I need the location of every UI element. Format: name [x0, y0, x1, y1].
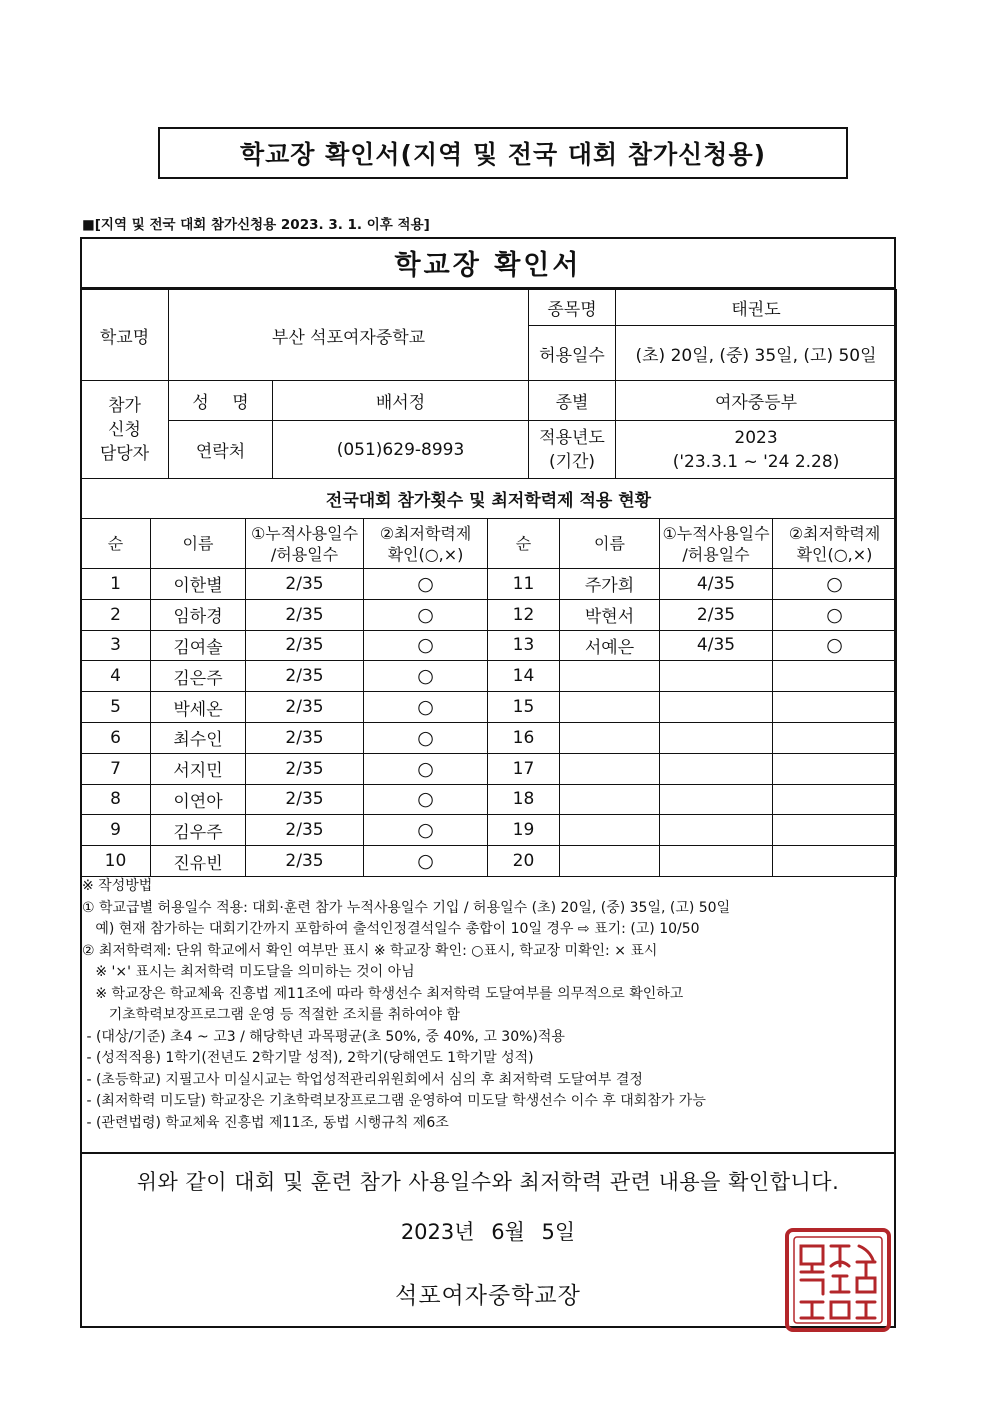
days-used: 2/35 [246, 722, 364, 753]
method-line: ② 최저학력제: 단위 학교에서 확인 여부만 표시 ※ 학교장 확인: ○표시, 학교장 미확인: × 표시 [82, 942, 658, 959]
days-used [660, 722, 773, 753]
year-label-line: (기간) [548, 451, 596, 472]
days-used [660, 661, 773, 692]
year-label [529, 421, 616, 479]
header-min-2 [773, 519, 897, 569]
min-academic: ○ [364, 630, 488, 661]
days-used: 2/35 [246, 630, 364, 661]
principal-name: 석포여자중학교장 [395, 1283, 581, 1309]
row-no: 17 [488, 753, 560, 784]
header-days-line: /허용일수 [270, 544, 339, 564]
applicability-note: ■[지역 및 전국 대회 참가신청용 2023. 3. 1. 이후 적용] [82, 217, 430, 233]
min-academic: ○ [364, 846, 488, 877]
days-used [660, 815, 773, 846]
form-heading: 학교장 확인서 [80, 237, 896, 289]
table-row [81, 661, 897, 692]
info-table [80, 289, 897, 519]
row-no: 4 [81, 661, 151, 692]
header-no: 순 [81, 519, 151, 569]
student-name: 서지민 [151, 753, 246, 784]
row-no: 11 [488, 569, 560, 600]
row-no: 3 [81, 630, 151, 661]
contact-label: 연락처 [169, 421, 273, 479]
days-used [660, 846, 773, 877]
min-academic: ○ [364, 815, 488, 846]
header-name-2: 이름 [560, 519, 660, 569]
method-line: 기초학력보장프로그램 운영 등 적절한 조치를 취하여야 함 [82, 1007, 460, 1023]
days-used: 2/35 [246, 569, 364, 600]
student-name [560, 753, 660, 784]
method-line: - (성적적용) 1학기(전년도 2학기말 성적), 2학기(당해연도 1학기말 성적) [82, 1050, 534, 1066]
student-name: 김여솔 [151, 630, 246, 661]
row-no: 19 [488, 815, 560, 846]
name-value: 배서정 [273, 381, 529, 421]
official-seal [783, 1226, 893, 1334]
student-name [560, 784, 660, 815]
year-value-line: 2023 [734, 427, 778, 448]
header-days-line: ①누적사용일수 [662, 523, 770, 543]
writing-method [82, 876, 894, 1134]
row-no: 8 [81, 784, 151, 815]
min-academic: ○ [364, 692, 488, 723]
row-no: 7 [81, 753, 151, 784]
row-no: 6 [81, 722, 151, 753]
year-value-line: ('23.3.1 ~ '24 2.28) [672, 451, 840, 472]
method-line: ① 학교급별 허용일수 적용: 대회·훈련 참가 누적사용일수 기입 / 허용일수 (초) 20일, (중) 35일, (고) 50일 [82, 899, 731, 916]
min-academic: ○ [364, 599, 488, 630]
issue-date: 2023년 6월 5일 [400, 1220, 576, 1244]
header-days [246, 519, 364, 569]
days-used: 2/35 [246, 784, 364, 815]
table-row [81, 753, 897, 784]
min-academic: ○ [364, 569, 488, 600]
method-line: - (최저학력 미도달) 학교장은 기초학력보장프로그램 운영하여 미도달 학생선수 이수 후 대회참가 가능 [82, 1093, 706, 1109]
header-days-line: /허용일수 [682, 544, 750, 564]
student-name: 김우주 [151, 815, 246, 846]
table-row [81, 599, 897, 630]
table-row [81, 815, 897, 846]
header-no-2: 순 [488, 519, 560, 569]
table-row [81, 630, 897, 661]
contact-value: (051)629-8993 [273, 421, 529, 479]
min-academic: ○ [773, 630, 897, 661]
student-name: 주가희 [560, 569, 660, 600]
year-value [616, 421, 897, 479]
days-used: 2/35 [246, 846, 364, 877]
min-academic [773, 784, 897, 815]
days-used: 2/35 [246, 815, 364, 846]
min-academic: ○ [773, 599, 897, 630]
days-used: 2/35 [246, 661, 364, 692]
row-no: 15 [488, 692, 560, 723]
header-min-line: 확인(○,×) [796, 544, 873, 564]
method-line: 예) 현재 참가하는 대회기간까지 포함하여 출석인정결석일수 총합이 10일 경우 ⇨ 표기: (고) 10/50 [82, 921, 700, 937]
header-min [364, 519, 488, 569]
days-used [660, 692, 773, 723]
applicant-label-line: 담당자 [99, 443, 150, 464]
student-name [560, 815, 660, 846]
event-label: 종목명 [529, 290, 616, 326]
document-title: 학교장 확인서(지역 및 전국 대회 참가신청용) [158, 127, 848, 179]
days-used: 2/35 [246, 599, 364, 630]
method-title: ※ 작성방법 [82, 878, 153, 894]
applicant-label-line: 참가 [108, 395, 141, 416]
header-min-line: 확인(○,×) [387, 544, 464, 564]
min-academic: ○ [364, 661, 488, 692]
row-no: 9 [81, 815, 151, 846]
days-used: 2/35 [246, 692, 364, 723]
min-academic: ○ [773, 569, 897, 600]
applicant-label-line: 신청 [108, 419, 141, 440]
days-used [660, 753, 773, 784]
student-name [560, 661, 660, 692]
header-days-line: ①누적사용일수 [250, 523, 359, 543]
min-academic: ○ [364, 753, 488, 784]
roster-table [80, 518, 897, 877]
row-no: 2 [81, 599, 151, 630]
row-no: 18 [488, 784, 560, 815]
row-no: 14 [488, 661, 560, 692]
student-name: 서예은 [560, 630, 660, 661]
table-row [81, 692, 897, 723]
min-academic [773, 753, 897, 784]
category-value: 여자중등부 [616, 381, 897, 421]
header-days-2 [660, 519, 773, 569]
student-name: 박세온 [151, 692, 246, 723]
method-line: - (관련법령) 학교체육 진흥법 제11조, 동법 시행규칙 제6조 [82, 1114, 449, 1131]
min-academic [773, 692, 897, 723]
student-name: 김은주 [151, 661, 246, 692]
school-value: 부산 석포여자중학교 [169, 290, 529, 381]
min-academic [773, 661, 897, 692]
name-label: 성 명 [169, 381, 273, 421]
days-used: 4/35 [660, 569, 773, 600]
days-used: 2/35 [660, 599, 773, 630]
row-no: 16 [488, 722, 560, 753]
school-label: 학교명 [81, 290, 169, 381]
student-name: 이한별 [151, 569, 246, 600]
confirm-divider [80, 1152, 896, 1154]
table-row [81, 784, 897, 815]
min-academic [773, 815, 897, 846]
header-name: 이름 [151, 519, 246, 569]
student-name: 이연아 [151, 784, 246, 815]
header-min-line: ②최저학력제 [379, 523, 472, 543]
event-value: 태권도 [616, 290, 897, 326]
row-no: 13 [488, 630, 560, 661]
table-row [81, 846, 897, 877]
year-label-line: 적용년도 [539, 427, 605, 448]
row-no: 12 [488, 599, 560, 630]
student-name: 박현서 [560, 599, 660, 630]
allow-label: 허용일수 [529, 326, 616, 381]
min-academic [773, 846, 897, 877]
student-name [560, 722, 660, 753]
roster-title: 전국대회 참가횟수 및 최저학력제 적용 현황 [81, 479, 897, 519]
applicant-label [81, 381, 169, 479]
row-no: 5 [81, 692, 151, 723]
min-academic [773, 722, 897, 753]
method-line: ※ '×' 표시는 최저학력 미도달을 의미하는 것이 아님 [82, 964, 415, 980]
days-used [660, 784, 773, 815]
header-min-line: ②최저학력제 [788, 523, 881, 543]
allow-value: (초) 20일, (중) 35일, (고) 50일 [616, 326, 897, 381]
min-academic: ○ [364, 784, 488, 815]
method-line: - (초등학교) 지필고사 미실시교는 학업성적관리위원회에서 심의 후 최저학력 도달여부 결정 [82, 1071, 643, 1088]
confirm-statement: 위와 같이 대회 및 훈련 참가 사용일수와 최저학력 관련 내용을 확인합니다. [136, 1170, 840, 1194]
row-no: 1 [81, 569, 151, 600]
days-used: 2/35 [246, 753, 364, 784]
student-name [560, 846, 660, 877]
student-name: 임하경 [151, 599, 246, 630]
min-academic: ○ [364, 722, 488, 753]
row-no: 20 [488, 846, 560, 877]
student-name [560, 692, 660, 723]
table-row [81, 569, 897, 600]
days-used: 4/35 [660, 630, 773, 661]
method-line: ※ 학교장은 학교체육 진흥법 제11조에 따라 학생선수 최저학력 도달여부를 의무적으로 확인하고 [82, 985, 684, 1002]
method-line: - (대상/기준) 초4 ~ 고3 / 해당학년 과목평균(초 50%, 중 40%, 고 30%)적용 [82, 1028, 565, 1045]
category-label: 종별 [529, 381, 616, 421]
table-row [81, 722, 897, 753]
row-no: 10 [81, 846, 151, 877]
student-name: 최수인 [151, 722, 246, 753]
student-name: 진유빈 [151, 846, 246, 877]
